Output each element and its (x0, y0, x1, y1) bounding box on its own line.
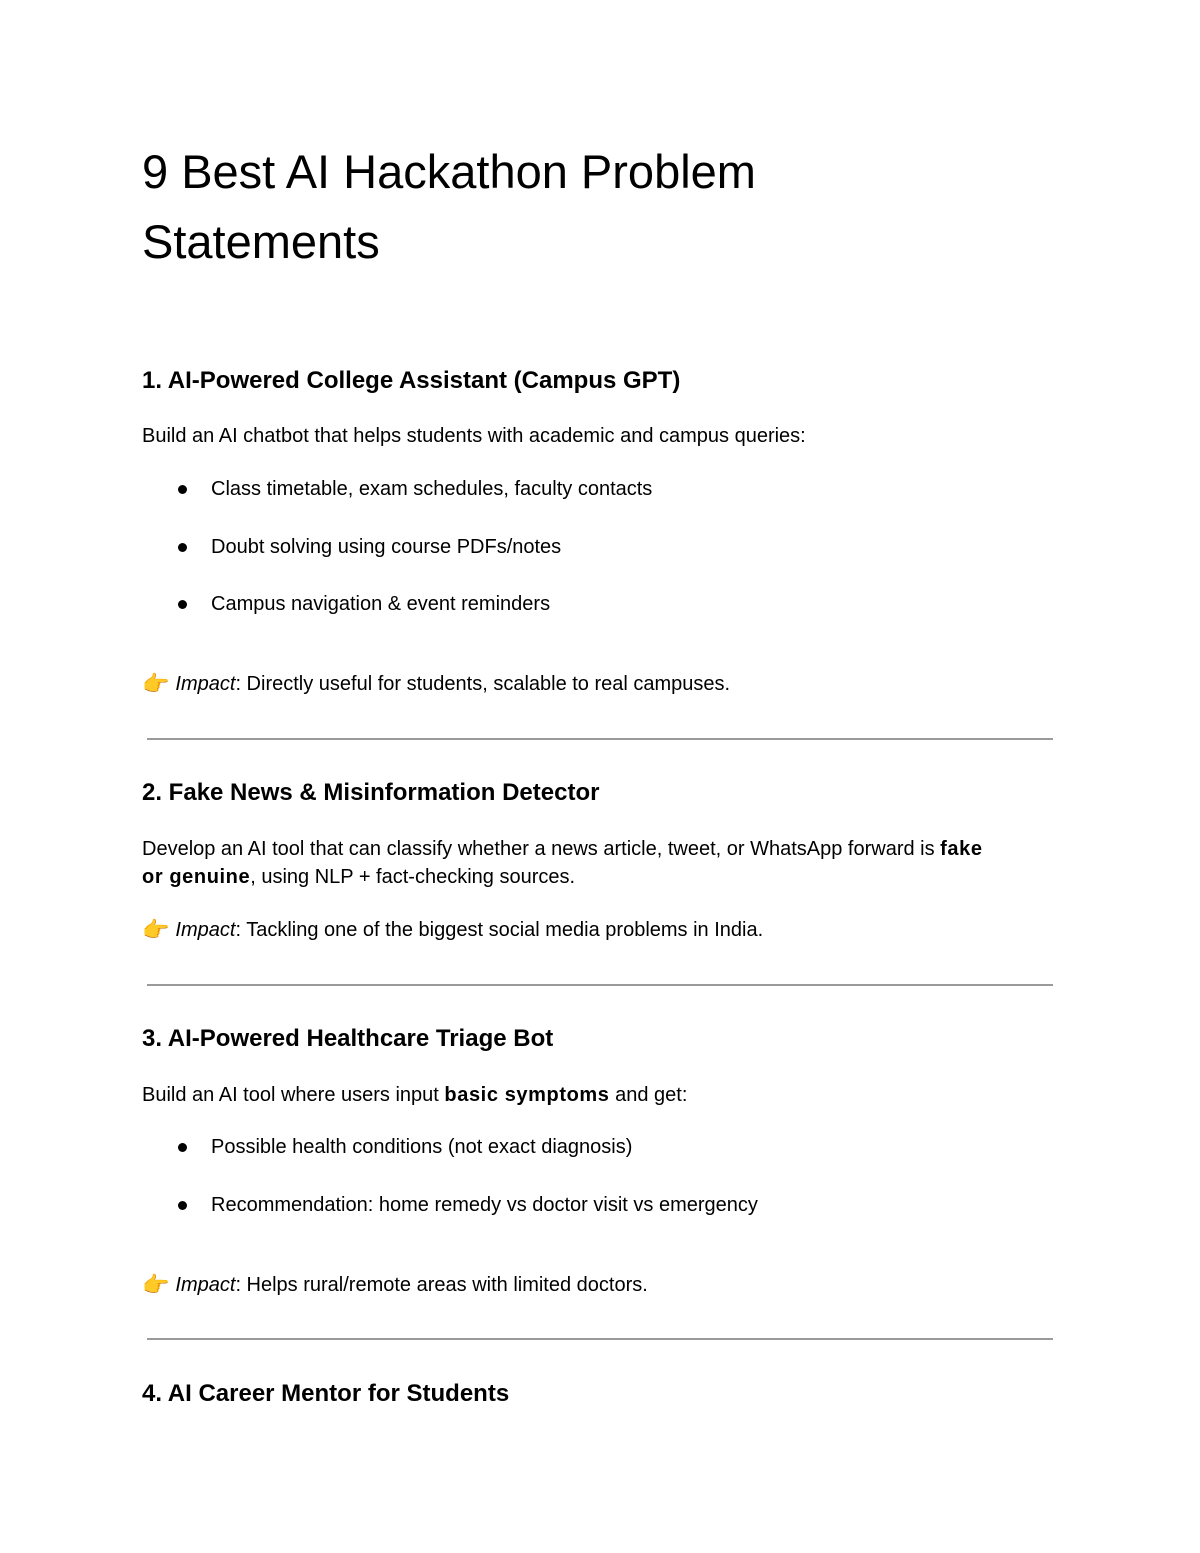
section-2-impact (142, 916, 763, 944)
section-3-intro (142, 1081, 687, 1109)
section-1-bullet-1: Class timetable, exam schedules, faculty contacts (211, 478, 653, 500)
section-2-heading: 2. Fake News & Misinformation Detector (142, 779, 600, 806)
section-3-heading: 3. AI-Powered Healthcare Triage Bot (142, 1025, 554, 1052)
bullet-dot (178, 485, 187, 494)
intro-bold-symptoms: basic symptoms (444, 1084, 610, 1106)
intro-bold-genuine: or genuine (142, 866, 251, 888)
section-1-bullet-2: Doubt solving using course PDFs/notes (211, 536, 562, 558)
pointing-hand-icon: 👉 (142, 671, 170, 696)
impact-text: : Tackling one of the biggest social media problems in India. (235, 919, 764, 941)
divider (147, 1338, 1053, 1340)
section-3-bullet-1: Possible health conditions (not exact diagnosis) (211, 1136, 633, 1158)
intro-text-post: , using NLP + fact-checking sources. (250, 866, 576, 888)
impact-text: : Helps rural/remote areas with limited doctors. (235, 1274, 648, 1296)
section-1-bullet-3: Campus navigation & event reminders (211, 593, 551, 615)
intro-text: Develop an AI tool that can classify whether a news article, tweet, or WhatsApp forward is (142, 838, 941, 860)
title-line-1: 9 Best AI Hackathon Problem (142, 145, 756, 198)
section-2-intro-line-1 (142, 835, 983, 863)
divider (147, 984, 1053, 986)
bullet-dot (178, 543, 187, 552)
intro-text: Build an AI tool where users input (142, 1084, 445, 1106)
divider (147, 738, 1053, 740)
section-3-impact (142, 1271, 648, 1299)
section-3-bullet-2: Recommendation: home remedy vs doctor visit vs emergency (211, 1194, 758, 1216)
bullet-dot (178, 1143, 187, 1152)
title-line-2: Statements (142, 215, 380, 268)
pointing-hand-icon: 👉 (142, 917, 170, 942)
page-title (142, 137, 756, 207)
impact-label: Impact (175, 673, 236, 695)
section-1-heading: 1. AI-Powered College Assistant (Campus GPT) (142, 367, 681, 394)
bullet-dot (178, 1201, 187, 1210)
section-2-intro-line-2 (142, 863, 575, 891)
bullet-dot (178, 600, 187, 609)
section-4-heading: 4. AI Career Mentor for Students (142, 1380, 510, 1407)
intro-bold-fake: fake (940, 838, 983, 860)
section-1-intro: Build an AI chatbot that helps students with academic and campus queries: (142, 425, 806, 447)
impact-label: Impact (175, 919, 236, 941)
section-1-impact (142, 670, 730, 698)
impact-label: Impact (175, 1274, 236, 1296)
intro-text-post: and get: (609, 1084, 688, 1106)
pointing-hand-icon: 👉 (142, 1272, 170, 1297)
impact-text: : Directly useful for students, scalable to real campuses. (235, 673, 731, 695)
